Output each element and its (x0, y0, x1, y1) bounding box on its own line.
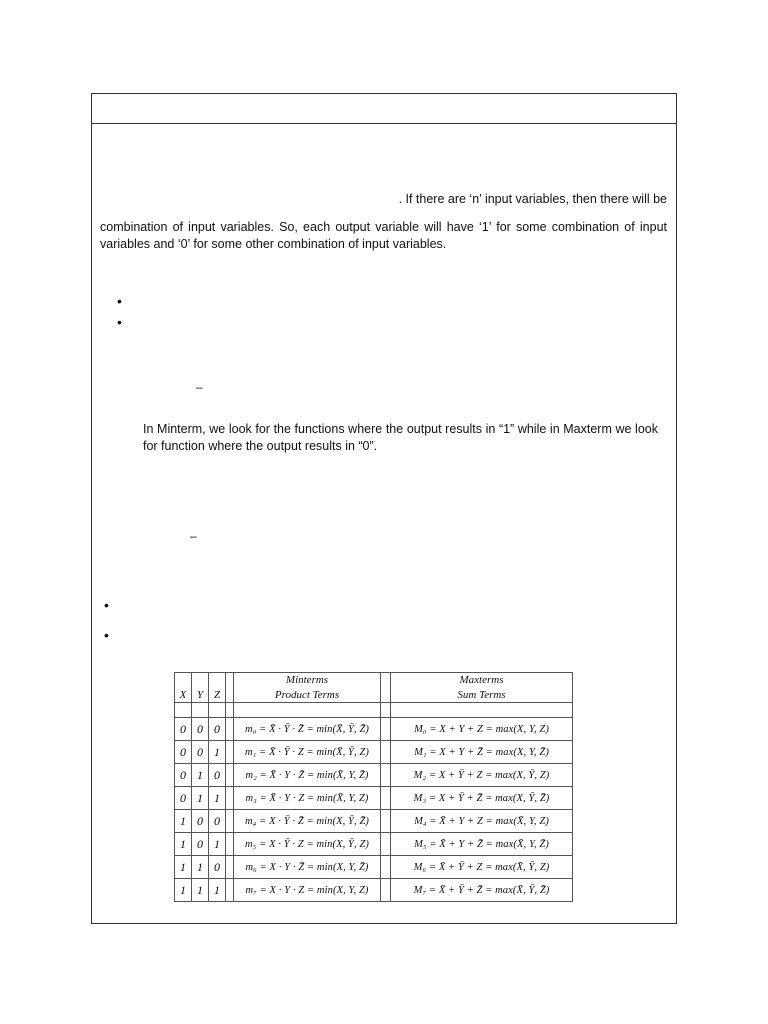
z-value: 1 (209, 787, 226, 810)
spacer-cell (381, 810, 391, 833)
x-value: 1 (175, 810, 192, 833)
table-row (175, 856, 573, 879)
z-value: 1 (209, 741, 226, 764)
bullet-1: • (117, 293, 122, 309)
z-value: 0 (209, 764, 226, 787)
y-value: 0 (192, 741, 209, 764)
dash-1: – (196, 380, 203, 394)
minterm-expression: m₇ = X · Y · Z = min(X, Y, Z) (234, 879, 381, 902)
maxterm-expression: M₅ = X̄ + Y + Z̄ = max(X̄, Y, Z̄) (391, 833, 573, 856)
paragraph-input-variables: . If there are ‘n’ input variables, then there will be (398, 192, 667, 206)
maxterm-expression: M₄ = X̄ + Y + Z = max(X̄, Y, Z) (391, 810, 573, 833)
column-y-header: Y (192, 687, 209, 703)
y-value: 0 (192, 810, 209, 833)
y-value: 0 (192, 833, 209, 856)
y-value: 1 (192, 879, 209, 902)
x-value: 0 (175, 764, 192, 787)
x-value: 1 (175, 856, 192, 879)
x-value: 0 (175, 787, 192, 810)
minterm-expression: m₃ = X̄ · Y · Z = min(X̄, Y, Z) (234, 787, 381, 810)
spacer-cell (226, 810, 234, 833)
table-row (175, 787, 573, 810)
bullet-4: • (104, 627, 109, 643)
paragraph-combinations: combination of input variables. So, each output variable will have ‘1’ for some combination of input variables and ‘0’ for some other combination of input variables. (100, 220, 667, 251)
minterms-header: Minterms (234, 673, 381, 688)
bullet-2: • (117, 314, 122, 330)
minterm-expression: m₄ = X · Ȳ · Z̄ = min(X, Ȳ, Z̄) (234, 810, 381, 833)
table-row (175, 741, 573, 764)
minterm-expression: m₆ = X · Y · Z̄ = min(X, Y, Z̄) (234, 856, 381, 879)
minterm-maxterm-table (174, 672, 572, 902)
table-row (175, 764, 573, 787)
minterm-expression: m₂ = X̄ · Y · Z̄ = min(X̄, Y, Z̄) (234, 764, 381, 787)
maxterm-expression: M₃ = X + Ȳ + Z̄ = max(X, Ȳ, Z̄) (391, 787, 573, 810)
maxterm-expression: M₀ = X + Y + Z = max(X, Y, Z) (391, 718, 573, 741)
minterm-expression: m₀ = X̄ · Ȳ · Z̄ = min(X̄, Ȳ, Z̄) (234, 718, 381, 741)
spacer-cell (381, 787, 391, 810)
table-row (175, 810, 573, 833)
table-row (175, 718, 573, 741)
sum-terms-header: Sum Terms (391, 687, 573, 703)
maxterm-expression: M₇ = X̄ + Ȳ + Z̄ = max(X̄, Ȳ, Z̄) (391, 879, 573, 902)
maxterm-expression: M₆ = X̄ + Ȳ + Z = max(X̄, Ȳ, Z) (391, 856, 573, 879)
spacer-cell (381, 718, 391, 741)
minterm-expression: m₅ = X · Ȳ · Z = min(X, Ȳ, Z) (234, 833, 381, 856)
x-value: 1 (175, 833, 192, 856)
spacer-cell (381, 833, 391, 856)
y-value: 1 (192, 787, 209, 810)
spacer-cell (226, 856, 234, 879)
x-value: 0 (175, 718, 192, 741)
x-value: 1 (175, 879, 192, 902)
spacer-cell (226, 879, 234, 902)
paragraph-minterm-maxterm: In Minterm, we look for the functions where the output results in “1” while in Maxterm we look for function where the output results in “0”. (143, 422, 658, 453)
z-value: 0 (209, 718, 226, 741)
y-value: 1 (192, 764, 209, 787)
spacer-cell (381, 879, 391, 902)
z-value: 1 (209, 879, 226, 902)
z-value: 0 (209, 856, 226, 879)
dash-2: – (190, 529, 197, 543)
y-value: 1 (192, 856, 209, 879)
bullet-3: • (104, 597, 109, 613)
minterm-expression: m₁ = X̄ · Ȳ · Z = min(X̄, Ȳ, Z) (234, 741, 381, 764)
column-z-header: Z (209, 687, 226, 703)
x-value: 0 (175, 741, 192, 764)
spacer-cell (226, 764, 234, 787)
maxterm-expression: M₂ = X + Ȳ + Z = max(X, Ȳ, Z) (391, 764, 573, 787)
spacer-cell (226, 718, 234, 741)
spacer-cell (226, 833, 234, 856)
spacer-cell (226, 787, 234, 810)
spacer-cell (226, 741, 234, 764)
z-value: 0 (209, 810, 226, 833)
spacer-cell (381, 764, 391, 787)
spacer-cell (381, 741, 391, 764)
spacer-cell (381, 856, 391, 879)
table-row (175, 833, 573, 856)
maxterm-expression: M₁ = X + Y + Z̄ = max(X, Y, Z̄) (391, 741, 573, 764)
column-x-header: X (175, 687, 192, 703)
maxterms-header: Maxterms (391, 673, 573, 688)
product-terms-header: Product Terms (234, 687, 381, 703)
z-value: 1 (209, 833, 226, 856)
table-row (175, 879, 573, 902)
header-divider (91, 123, 677, 124)
y-value: 0 (192, 718, 209, 741)
